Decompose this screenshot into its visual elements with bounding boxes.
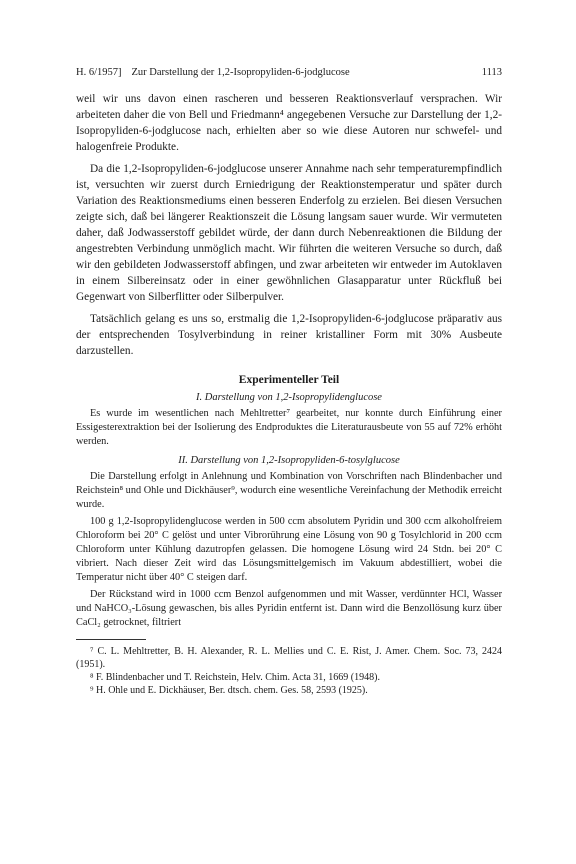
subsection-title-1: I. Darstellung von 1,2-Isopropylidenglucose <box>196 392 382 403</box>
paragraph: Da die 1,2-Isopropyliden-6-jodglucose unserer Annahme nach sehr temperaturempfindlich ist, versuchten wir zuerst durch Erniedrigung der Reaktionstemperatur und später durch Variation des Reaktionsmediums einen besseren Enderfolg zu erzielen. Bei diesen Versuchen zeigte sich, daß bei längerer Reaktionszeit die Lösung langsam sauer wurde. Wir vermuteten daher, daß Jodwasserstoff gebildet würde, der dann durch Nebenreaktionen die Bildung der angestrebten Verbindung unmöglich macht. Wir führten die weiteren Versuche so durch, daß wir den gebildeten Jodwasserstoff abfingen, und zwar arbeiteten wir entweder im Autoklaven in einem Silbereinsatz oder in einer gewöhnlichen Glasapparatur unter Rückfluß bei Gegenwart von Silberflitter oder Silberpulver. <box>76 163 502 303</box>
subsection-title-2: II. Darstellung von 1,2-Isopropyliden-6-tosylglucose <box>178 455 400 466</box>
section-title: Experimenteller Teil <box>238 374 340 386</box>
footnote: ⁹ H. Ohle und E. Dickhäuser, Ber. dtsch. chem. Ges. 58, 2593 (1925). <box>90 685 368 696</box>
paragraph: Die Darstellung erfolgt in Anlehnung und Kombination von Vorschriften nach Blindenbacher und Reichstein⁸ und Ohle und Dickhäuser⁹, wodurch eine wesentliche Vereinfachung der Methodik erreicht wurde. <box>76 471 502 510</box>
subsection-2-text <box>76 470 502 630</box>
footnote: ⁷ C. L. Mehltretter, B. H. Alexander, R. L. Mellies und C. E. Rist, J. Amer. Chem. Soc. 73, 2424 (1951). <box>76 646 502 670</box>
footnote-divider <box>76 639 146 640</box>
paragraph: weil wir uns davon einen rascheren und besseren Reaktionsverlauf versprachen. Wir arbeiteten daher die von Bell und Friedmann⁴ angegebenen Versuche zur Darstellung der 1,2-Isopropyliden-6-jodglucose nach, erhielten aber so wie diese Autoren nur schwefel- und halogenfreie Produkte. <box>76 93 502 153</box>
journal-page <box>76 66 502 697</box>
page-number: 1113 <box>481 67 502 78</box>
main-text <box>76 91 502 359</box>
paragraph: Es wurde im wesentlichen nach Mehltretter⁷ gearbeitet, nur konnte durch Einführung einer Essigesterextraktion bei der Isolierung des Endproduktes die Literaturausbeute von 55 auf 72% erhöht werden. <box>76 408 502 447</box>
subsection-1-text <box>76 407 502 449</box>
running-header <box>76 66 502 79</box>
footnotes <box>76 645 502 697</box>
running-title: Zur Darstellung der 1,2-Isopropyliden-6-jodglucose <box>131 67 350 78</box>
paragraph: Der Rückstand wird in 1000 ccm Benzol aufgenommen und mit Wasser, verdünnter HCl, Wasser und NaHCO₃-Lösung gewaschen, bis alles Pyridin entfernt ist. Dann wird die Benzollösung kurz über CaCl₂ getrocknet, filtriert <box>76 589 502 628</box>
paragraph: 100 g 1,2-Isopropylidenglucose werden in 500 ccm absolutem Pyridin und 300 ccm alkoholfreiem Chloroform bei 20° C gelöst und unter Vibrorührung eine Lösung von 90 g Tosylchlorid in 200 ccm Chloroform unter Kühlung dazutropfen gelassen. Die homogene Lösung wird 24 Stdn. bei 20° C vibriert. Nach dieser Zeit wird das Lösungsmittelgemisch im Vakuum abdestilliert, wobei die Temperatur nicht über 40° C steigen darf. <box>76 516 502 583</box>
paragraph: Tatsächlich gelang es uns so, erstmalig die 1,2-Isopropyliden-6-jodglucose präparativ aus der entsprechenden Tosylverbindung in reiner kristalliner Form mit 30% Ausbeute darzustellen. <box>76 313 502 357</box>
volume-reference: H. 6/1957] <box>76 67 122 78</box>
footnote: ⁸ F. Blindenbacher und T. Reichstein, Helv. Chim. Acta 31, 1669 (1948). <box>90 672 380 683</box>
